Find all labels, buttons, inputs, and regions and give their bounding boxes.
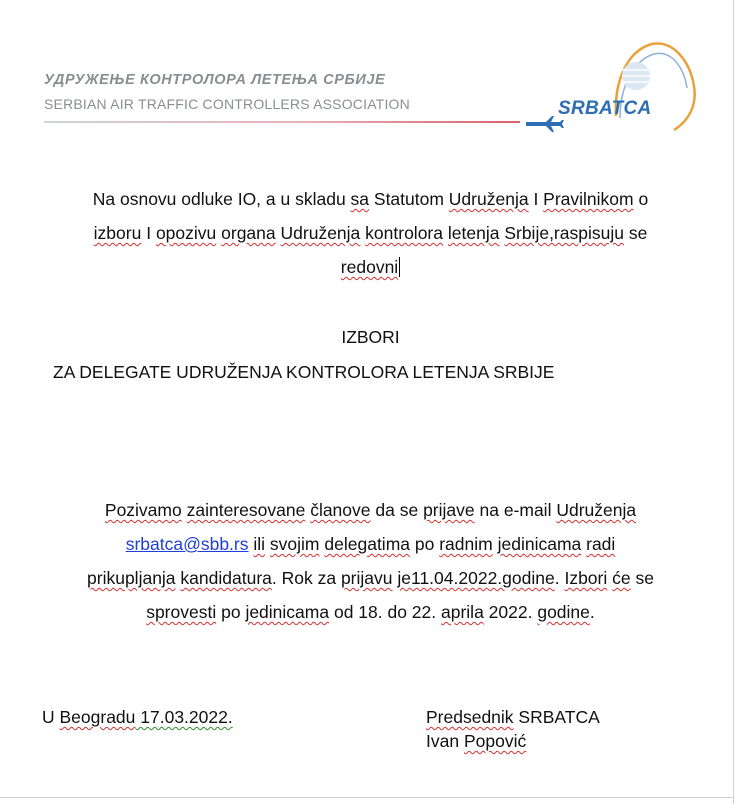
signer-name <box>426 730 526 752</box>
text-run: letenja <box>447 223 500 243</box>
signer-title <box>426 706 600 728</box>
text-run: kontrolora <box>365 223 443 243</box>
elections-title: IZBORI <box>341 327 400 347</box>
text-run: Statutom <box>369 189 449 209</box>
invitation-line-3 <box>0 567 741 589</box>
text-run: . <box>589 602 595 622</box>
text-run: I <box>141 223 156 243</box>
text-run: Ivan <box>426 731 464 751</box>
srbatca-logo <box>524 38 704 138</box>
text-run: jedinicama <box>497 534 582 554</box>
text-run: će <box>612 568 631 588</box>
intro-line-1 <box>0 188 741 210</box>
elections-subtitle: ZA DELEGATE UDRUŽENJA KONTROLORA LETENJA SRBIJE <box>53 362 555 382</box>
text-run: opozivu <box>155 223 217 243</box>
text-run: se <box>623 223 648 243</box>
email-link[interactable]: srbatca@sbb.rs <box>125 534 249 554</box>
place-and-date <box>42 706 233 728</box>
text-run: I <box>528 189 544 209</box>
intro-line-3[interactable] <box>0 256 741 278</box>
text-run: redovni <box>340 257 399 277</box>
page-edge <box>733 0 734 804</box>
text-run: svojim <box>269 534 320 554</box>
text-run: Srbije,raspisuju <box>504 223 624 243</box>
text-run: prijave <box>423 500 475 520</box>
text-run: ili <box>253 534 266 554</box>
text-run: je11.04.2022.godine <box>397 568 555 588</box>
text-run: se <box>630 568 654 588</box>
text-run: aprila <box>441 602 484 622</box>
association-name-cyrillic: УДРУЖЕЊЕ КОНТРОЛОРА ЛЕТЕЊА СРБИЈЕ <box>44 72 386 88</box>
text-run: Beogradu <box>59 707 136 727</box>
text-run: organa <box>221 223 276 243</box>
text-run: Popović <box>463 731 527 751</box>
text-run: po <box>216 602 246 622</box>
text-run: Na osnovu odluke IO, a u skladu <box>92 189 351 209</box>
text-run: . Rok za <box>271 568 341 588</box>
page-edge <box>0 797 734 798</box>
text-run: o <box>633 189 649 209</box>
invitation-line-2 <box>0 533 741 555</box>
text-run: Pozivamo <box>104 500 182 520</box>
logo-text: SRBATCA <box>558 98 652 119</box>
text-run: prijavu <box>340 568 393 588</box>
text-run: na e-mail <box>474 500 557 520</box>
text-run: 2022. <box>483 602 538 622</box>
text-cursor <box>399 257 400 277</box>
text-run: sa <box>350 189 370 209</box>
text-run: jedinicama <box>245 602 330 622</box>
invitation-line-4 <box>0 601 741 623</box>
text-run: sprovesti <box>146 602 217 622</box>
text-run: izboru <box>93 223 142 243</box>
association-name-latin: SERBIAN AIR TRAFFIC CONTROLLERS ASSOCIATION <box>44 96 410 112</box>
text-run: 17.03.2022. <box>135 707 233 727</box>
text-run: radnim <box>439 534 493 554</box>
text-run: Predsednik <box>426 707 514 727</box>
text-run: Pravilnikom <box>543 189 634 209</box>
text-run: U <box>42 707 60 727</box>
text-run: po <box>410 534 440 554</box>
text-run: . <box>554 568 565 588</box>
text-run: zainteresovane <box>186 500 306 520</box>
invitation-line-1 <box>0 499 741 521</box>
header-divider <box>44 121 520 123</box>
text-run: kandidatura <box>180 568 272 588</box>
text-run: SRBATCA <box>513 707 600 727</box>
text-run: članove <box>310 500 371 520</box>
text-run: radi <box>586 534 616 554</box>
text-run: Udruženja <box>448 189 529 209</box>
text-run: godine <box>537 602 590 622</box>
intro-line-2 <box>0 222 741 244</box>
text-run: Izbori <box>564 568 608 588</box>
text-run: prikupljanja <box>87 568 176 588</box>
text-run: od 18. do 22. <box>329 602 441 622</box>
text-run: Udruženja <box>280 223 361 243</box>
text-run: delegatima <box>324 534 411 554</box>
text-run: Udruženja <box>556 500 637 520</box>
text-run: da se <box>370 500 424 520</box>
